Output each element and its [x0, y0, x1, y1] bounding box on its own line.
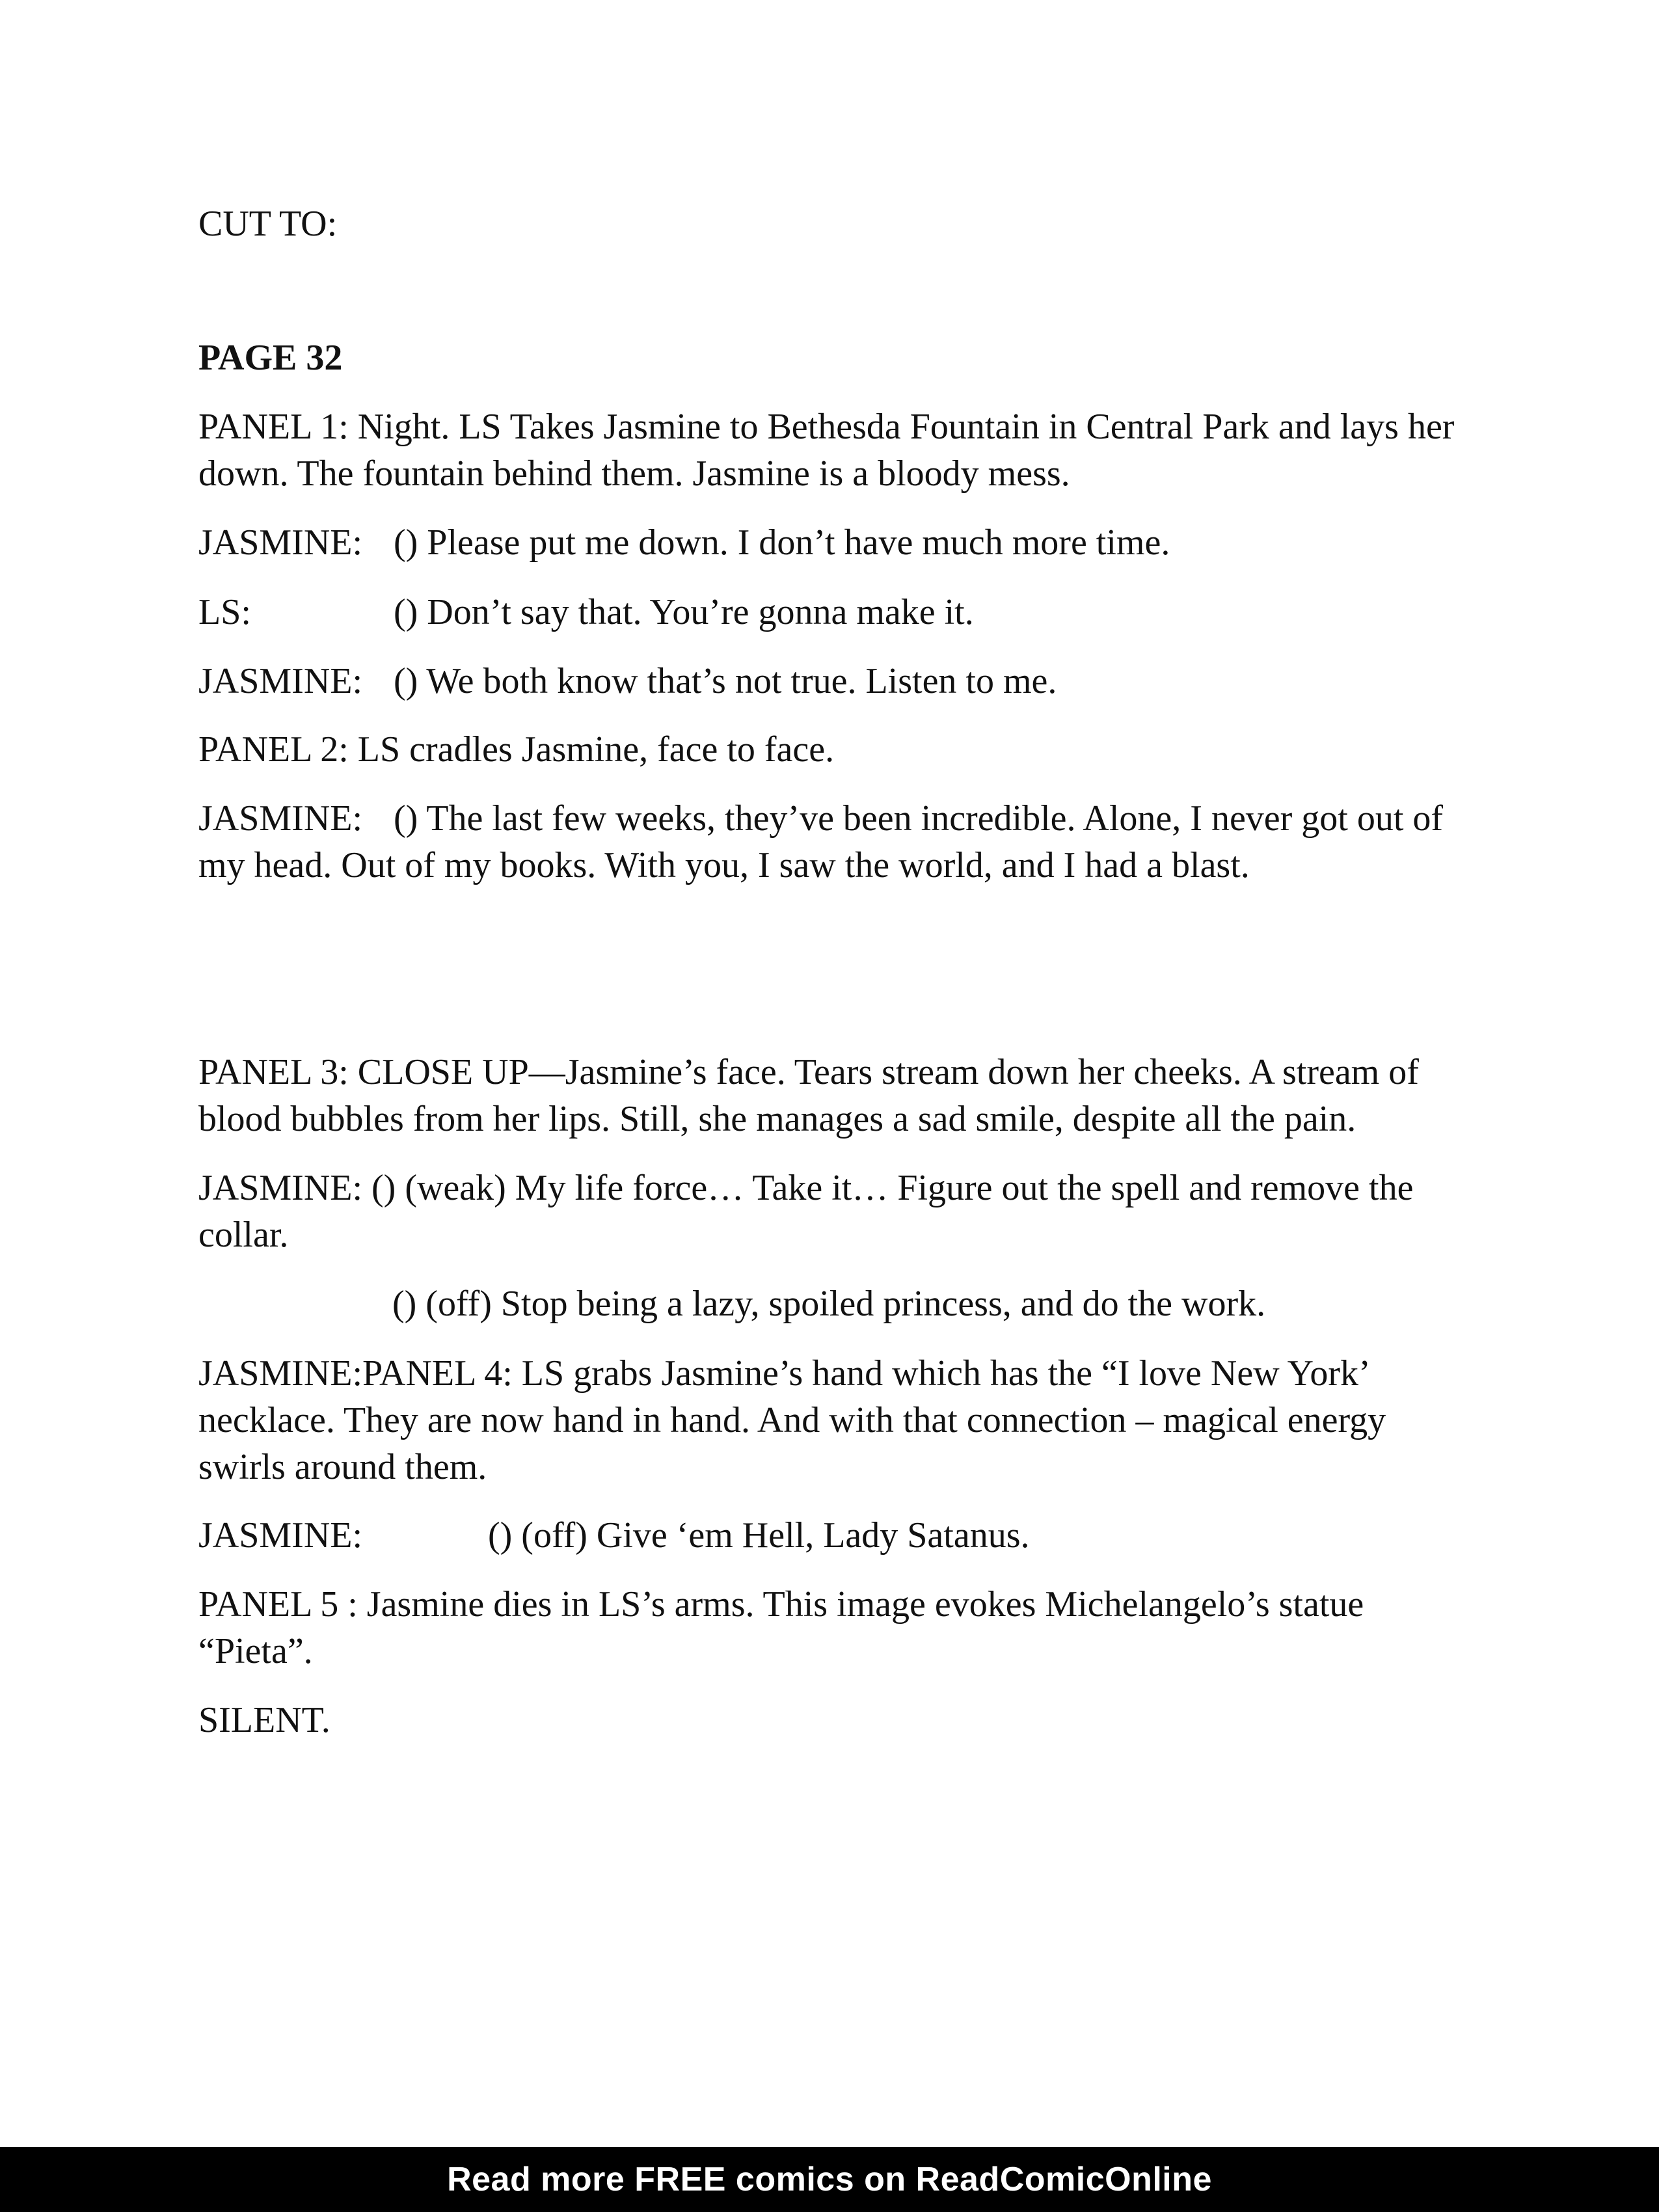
- dialogue-text: () Don’t say that. You’re gonna make it.: [394, 592, 974, 632]
- panel-1-description: PANEL 1: Night. LS Takes Jasmine to Bethesda Fountain in Central Park and lays her down. The fountain behind them. Jasmine is a bloody mess.: [198, 407, 1455, 494]
- dialogue-text: () The last few weeks, they’ve been incredible. Alone, I never got out of my head. Out of my books. With you, I saw the world, and I had a blast.: [198, 798, 1444, 885]
- panel-3-description: PANEL 3: CLOSE UP—Jasmine’s face. Tears stream down her cheeks. A stream of blood bubbles from her lips. Still, she manages a sad smile, despite all the pain.: [198, 1052, 1419, 1139]
- page-heading: PAGE 32: [198, 338, 343, 378]
- dialogue-text: () (off) Give ‘em Hell, Lady Satanus.: [488, 1515, 1030, 1556]
- dialogue-continuation: () (off) Stop being a lazy, spoiled princess, and do the work.: [392, 1284, 1266, 1324]
- speaker-name: JASMINE:: [198, 661, 363, 701]
- dialogue-line: [198, 658, 1057, 705]
- speaker-name: JASMINE:: [198, 1168, 363, 1208]
- speaker-name: JASMINE:: [198, 798, 363, 839]
- footer-link-text[interactable]: Read more FREE comics on ReadComicOnline: [447, 2161, 1212, 2198]
- silent-note: SILENT.: [198, 1700, 330, 1740]
- dialogue-line: [198, 589, 974, 636]
- dialogue-block: [198, 1165, 1467, 1258]
- panel-2-description: PANEL 2: LS cradles Jasmine, face to face.: [198, 729, 835, 770]
- transition-text: CUT TO:: [198, 204, 338, 244]
- dialogue-text: () (weak) My life force… Take it… Figure out the spell and remove the collar.: [198, 1168, 1414, 1255]
- dialogue-block: [198, 795, 1467, 889]
- speaker-name: JASMINE:: [198, 1515, 363, 1556]
- speaker-name: JASMINE:: [198, 522, 363, 563]
- panel-4-description: JASMINE:PANEL 4: LS grabs Jasmine’s hand which has the “I love New York’ necklace. They are now hand in hand. And with that connection – magical energy swirls around them.: [198, 1353, 1386, 1487]
- footer-banner[interactable]: [0, 2147, 1659, 2212]
- dialogue-text: () We both know that’s not true. Listen to me.: [394, 661, 1057, 701]
- panel-5-description: PANEL 5 : Jasmine dies in LS’s arms. This image evokes Michelangelo’s statue “Pieta”.: [198, 1584, 1364, 1671]
- speaker-name: LS:: [198, 592, 251, 632]
- dialogue-line: [198, 1512, 1029, 1559]
- dialogue-text: () Please put me down. I don’t have much more time.: [394, 522, 1170, 563]
- dialogue-line: [198, 519, 1170, 566]
